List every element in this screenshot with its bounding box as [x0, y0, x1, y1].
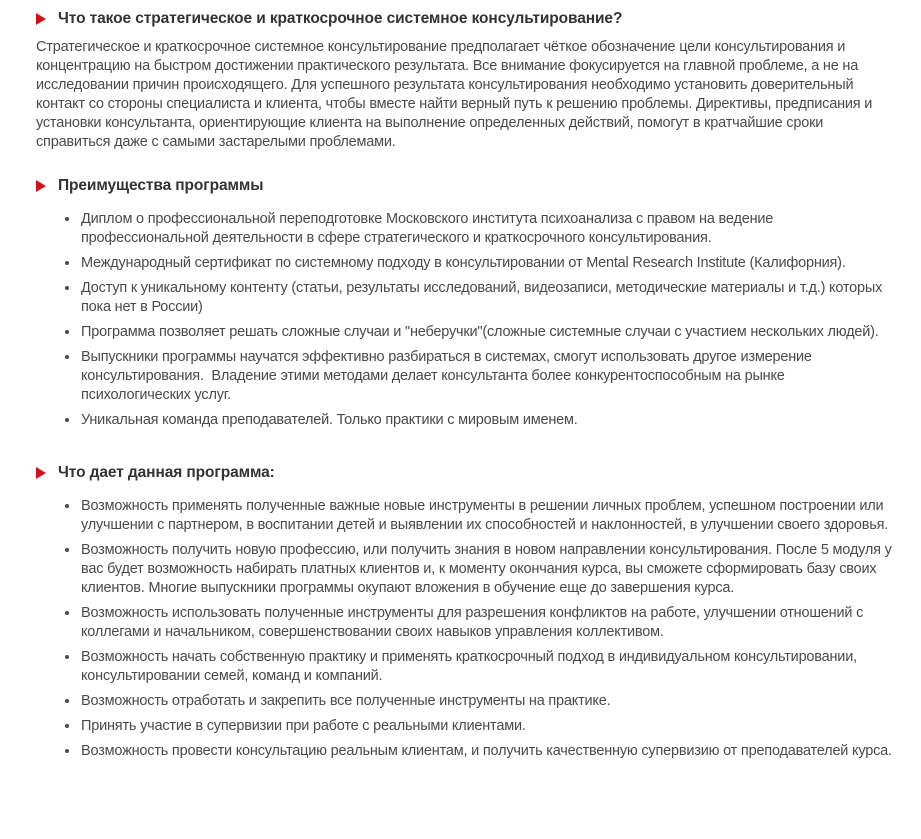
section-advantages [36, 176, 895, 430]
list-item: • Доступ к уникальному контенту (статьи, результаты исследований, видеозаписи, методические материалы и т.д.) которых пока нет в России) [80, 278, 895, 317]
benefits-list [36, 496, 895, 761]
list-item: • Возможность отработать и закрепить все полученные инструменты на практике. [80, 691, 895, 711]
list-item: • Возможность провести консультацию реальным клиентам, и получить качественную супервизию от преподавателей курса. [80, 741, 895, 761]
red-arrow-bullet-icon [36, 13, 46, 25]
section-intro [36, 9, 895, 152]
red-arrow-bullet-icon [36, 180, 46, 192]
section-benefits [36, 463, 895, 761]
advantages-list [36, 209, 895, 430]
list-item: • Возможность использовать полученные инструменты для разрешения конфликтов на работе, улучшении отношений с коллегами и начальником, совершенствовании своих навыков управления коллективом. [80, 603, 895, 642]
section-advantages-heading-text: Преимущества программы [58, 177, 264, 194]
list-item: • Диплом о профессиональной переподготовке Московского института психоанализа с правом на ведение профессиональной деятельности в сфере стратегического и краткосрочного консультирования. [80, 209, 895, 248]
section-benefits-heading-text: Что дает данная программа: [58, 464, 275, 481]
section-advantages-heading [36, 176, 895, 195]
red-arrow-bullet-icon [36, 467, 46, 479]
list-item: • Выпускники программы научатся эффективно разбираться в системах, смогут использовать другое измерение консультирования. Владение этими методами делает консультанта более конкурентоспособным на рынке психологических услуг. [80, 347, 895, 405]
list-item: • Возможность начать собственную практику и применять краткосрочный подход в индивидуальном консультировании, консультировании семей, команд и компаний. [80, 647, 895, 686]
list-item: • Программа позволяет решать сложные случаи и "неберучки"(сложные системные случаи с участием нескольких людей). [80, 322, 895, 342]
list-item: • Возможность применять полученные важные новые инструменты в решении личных проблем, успешном построении или улучшении с партнером, в воспитании детей и выявлении их способностей и наклонностей, в улучшении своего здоровья. [80, 496, 895, 535]
section-intro-heading-text: Что такое стратегическое и краткосрочное системное консультирование? [58, 10, 623, 27]
section-benefits-heading [36, 463, 895, 482]
list-item: • Возможность получить новую профессию, или получить знания в новом направлении консультирования. После 5 модуля у вас будет возможность набирать платных клиентов и, к моменту окончания курса, вы сможете сформировать базу своих клиентов. Многие выпускники программы окупают вложения в обучение еще до завершения курса. [80, 540, 895, 598]
section-intro-heading [36, 9, 895, 28]
list-item: • Принять участие в супервизии при работе с реальными клиентами. [80, 716, 895, 736]
list-item: • Уникальная команда преподавателей. Только практики с мировым именем. [80, 410, 895, 430]
list-item: • Международный сертификат по системному подходу в консультировании от Mental Research Institute (Калифорния). [80, 253, 895, 273]
intro-paragraph: Стратегическое и краткосрочное системное консультирование предполагает чёткое обозначение цели консультирования и концентрацию на быстром достижении практического результата. Все внимание фокусируется на главной проблеме, а не на исследовании причин происходящего. Для успешного результата консультирования необходимо установить доверительный контакт со стороны специалиста и клиента, чтобы вместе найти верный путь к решению проблемы. Директивы, предписания и установки консультанта, ориентирующие клиента на выполнение определенных действий, помогут в кратчайшие сроки справиться даже с самыми застарелыми проблемами. [36, 39, 873, 150]
